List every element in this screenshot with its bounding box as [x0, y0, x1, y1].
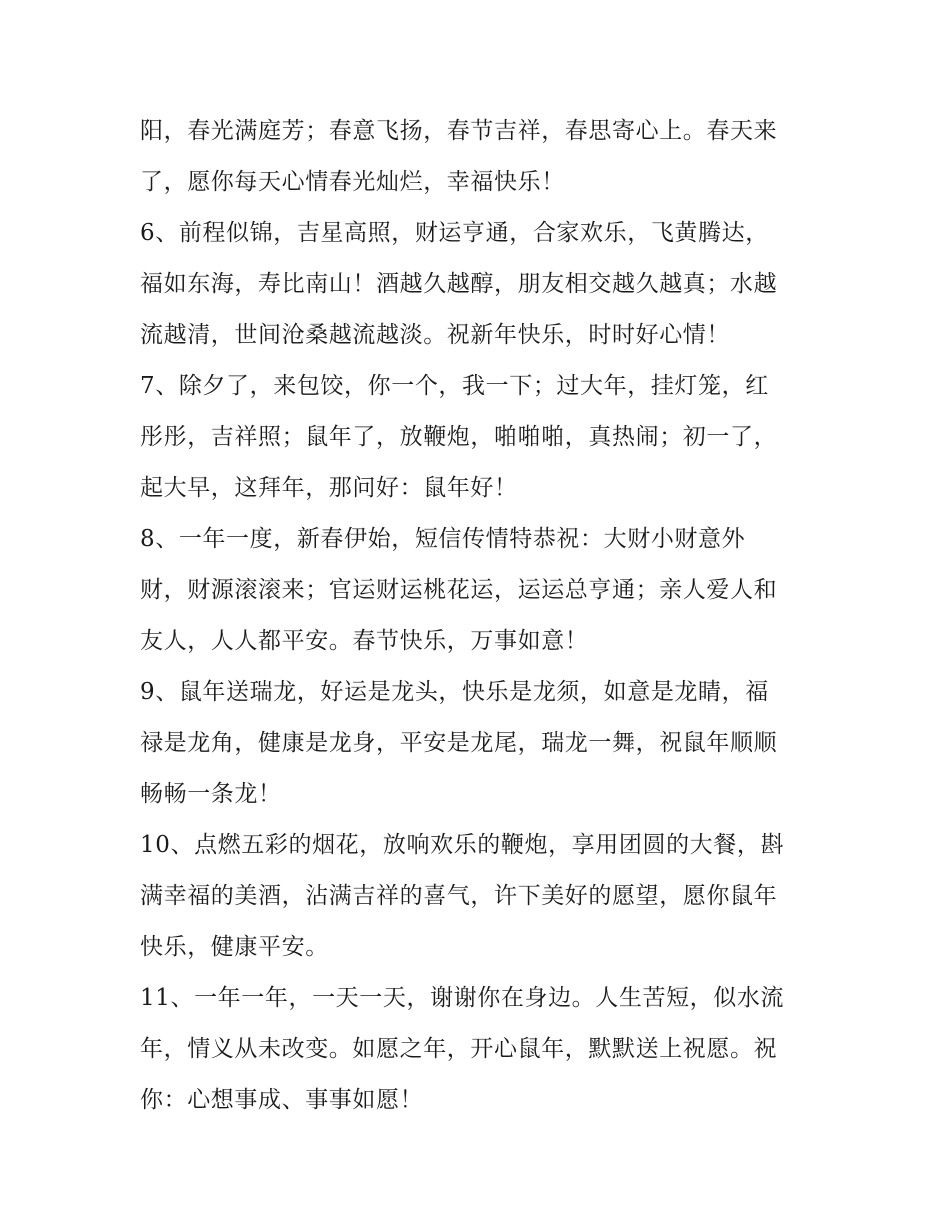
text-line: 快乐，健康平安。	[140, 934, 329, 960]
text-line: 你：心想事成、事事如愿！	[140, 1087, 424, 1113]
text-line: 阳，春光满庭芳；春意飞扬，春节吉祥，春思寄心上。春天来	[140, 118, 778, 144]
text-line: 起大早，这拜年，那问好：鼠年好！	[140, 475, 518, 501]
text-line: 禄是龙角，健康是龙身，平安是龙尾，瑞龙一舞，祝鼠年顺顺	[140, 730, 778, 756]
text-line: 7、除夕了，来包饺，你一个，我一下；过大年，挂灯笼，红	[140, 373, 769, 399]
text-line: 8、一年一度，新春伊始，短信传情特恭祝：大财小财意外	[140, 526, 746, 552]
text-line: 畅畅一条龙！	[140, 781, 282, 807]
text-line: 彤彤，吉祥照；鼠年了，放鞭炮，啪啪啪，真热闹；初一了，	[140, 424, 778, 450]
text-line: 11、一年一年，一天一天，谢谢你在身边。人生苦短，似水流	[140, 985, 785, 1011]
text-line: 6、前程似锦，吉星高照，财运亨通，合家欢乐，飞黄腾达，	[140, 220, 769, 246]
text-line: 福如东海，寿比南山！酒越久越醇，朋友相交越久越真；水越	[140, 271, 778, 297]
text-line: 流越清，世间沧桑越流越淡。祝新年快乐，时时好心情！	[140, 322, 730, 348]
text-line: 了，愿你每天心情春光灿烂，幸福快乐！	[140, 169, 565, 195]
text-line: 10、点燃五彩的烟花，放响欢乐的鞭炮，享用团圆的大餐，斟	[140, 832, 785, 858]
document-body	[140, 106, 820, 1126]
text-line: 财，财源滚滚来；官运财运桃花运，运运总亨通；亲人爱人和	[140, 577, 778, 603]
text-line: 满幸福的美酒，沾满吉祥的喜气，许下美好的愿望，愿你鼠年	[140, 883, 778, 909]
text-line: 年，情义从未改变。如愿之年，开心鼠年，默默送上祝愿。祝	[140, 1036, 778, 1062]
text-line: 友人，人人都平安。春节快乐，万事如意！	[140, 628, 589, 654]
text-line: 9、鼠年送瑞龙，好运是龙头，快乐是龙须，如意是龙睛，福	[140, 679, 769, 705]
